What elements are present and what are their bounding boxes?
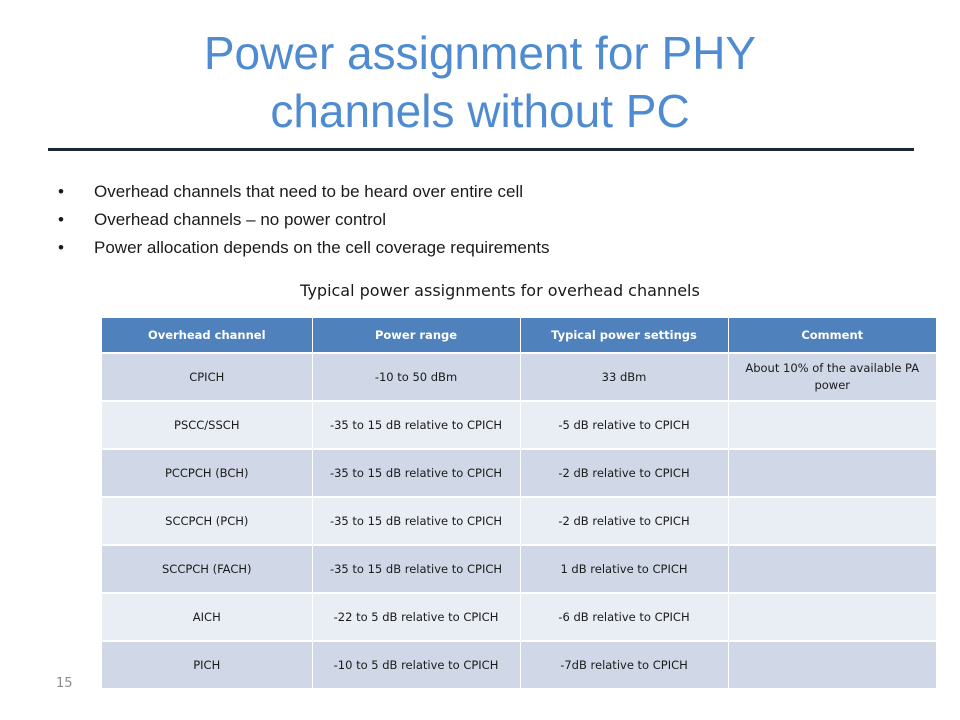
cell-channel: PSCC/SSCH bbox=[102, 401, 312, 449]
cell-power-range: -10 to 50 dBm bbox=[312, 353, 520, 401]
bullet-text: Overhead channels – no power control bbox=[94, 210, 387, 229]
cell-channel: AICH bbox=[102, 593, 312, 641]
title-divider bbox=[48, 148, 914, 151]
bullet-item bbox=[58, 206, 550, 234]
cell-power-range: -35 to 15 dB relative to CPICH bbox=[312, 497, 520, 545]
cell-channel: PCCPCH (BCH) bbox=[102, 449, 312, 497]
cell-channel: SCCPCH (FACH) bbox=[102, 545, 312, 593]
cell-typical-setting: -2 dB relative to CPICH bbox=[520, 497, 728, 545]
table-row bbox=[102, 641, 936, 689]
cell-comment bbox=[728, 641, 936, 689]
cell-power-range: -35 to 15 dB relative to CPICH bbox=[312, 545, 520, 593]
bullet-text: Power allocation depends on the cell coverage requirements bbox=[94, 238, 550, 257]
header-typical-power-settings: Typical power settings bbox=[520, 318, 728, 353]
table-row bbox=[102, 593, 936, 641]
cell-channel: CPICH bbox=[102, 353, 312, 401]
cell-channel: SCCPCH (PCH) bbox=[102, 497, 312, 545]
cell-channel: PICH bbox=[102, 641, 312, 689]
cell-comment bbox=[728, 545, 936, 593]
cell-typical-setting: -5 dB relative to CPICH bbox=[520, 401, 728, 449]
header-power-range: Power range bbox=[312, 318, 520, 353]
cell-power-range: -35 to 15 dB relative to CPICH bbox=[312, 401, 520, 449]
slide-title bbox=[60, 24, 900, 140]
table-row bbox=[102, 353, 936, 401]
cell-power-range: -10 to 5 dB relative to CPICH bbox=[312, 641, 520, 689]
bullet-list bbox=[58, 178, 550, 262]
page-number: 15 bbox=[56, 676, 73, 691]
cell-comment bbox=[728, 401, 936, 449]
bullet-dot-icon: • bbox=[58, 182, 64, 201]
header-overhead-channel: Overhead channel bbox=[102, 318, 312, 353]
bullet-dot-icon: • bbox=[58, 238, 64, 257]
bullet-text: Overhead channels that need to be heard over entire cell bbox=[94, 182, 524, 201]
cell-comment bbox=[728, 449, 936, 497]
slide-title-line-1: Power assignment for PHY bbox=[203, 27, 757, 79]
cell-comment bbox=[728, 497, 936, 545]
power-assignment-table bbox=[102, 318, 936, 690]
table-row bbox=[102, 401, 936, 449]
table-header-row bbox=[102, 318, 936, 353]
bullet-item bbox=[58, 234, 550, 262]
table-row bbox=[102, 449, 936, 497]
bullet-item bbox=[58, 178, 550, 206]
cell-typical-setting: 33 dBm bbox=[520, 353, 728, 401]
cell-comment bbox=[728, 593, 936, 641]
cell-power-range: -35 to 15 dB relative to CPICH bbox=[312, 449, 520, 497]
cell-typical-setting: -7dB relative to CPICH bbox=[520, 641, 728, 689]
cell-power-range: -22 to 5 dB relative to CPICH bbox=[312, 593, 520, 641]
cell-comment: About 10% of the available PA power bbox=[728, 353, 936, 401]
cell-typical-setting: -2 dB relative to CPICH bbox=[520, 449, 728, 497]
table-row bbox=[102, 545, 936, 593]
header-comment: Comment bbox=[728, 318, 936, 353]
cell-typical-setting: 1 dB relative to CPICH bbox=[520, 545, 728, 593]
slide-title-line-2: channels without PC bbox=[270, 85, 690, 137]
bullet-dot-icon: • bbox=[58, 210, 64, 229]
cell-typical-setting: -6 dB relative to CPICH bbox=[520, 593, 728, 641]
table-row bbox=[102, 497, 936, 545]
table-caption: Typical power assignments for overhead channels bbox=[300, 281, 700, 300]
